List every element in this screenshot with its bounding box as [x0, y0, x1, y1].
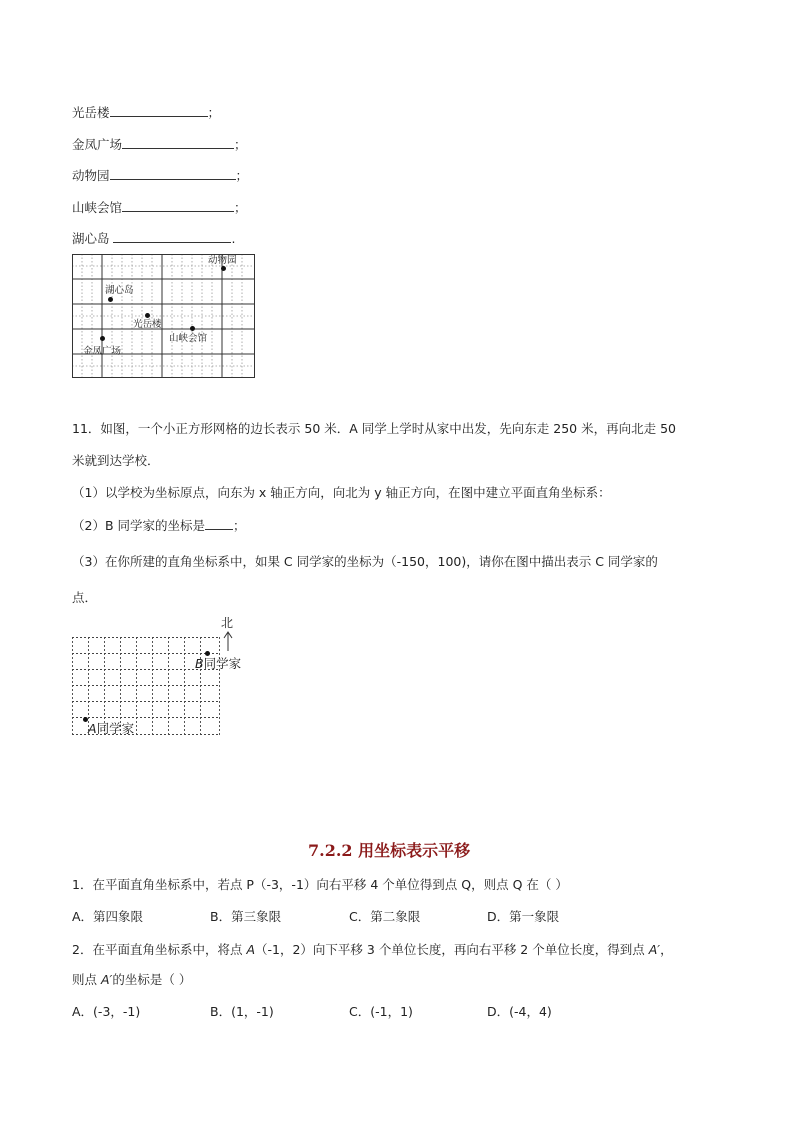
q2-option-a[interactable]: A．(-3，-1) [72, 1004, 141, 1019]
section-title: 7.2.2 用坐标表示平移 [308, 841, 471, 860]
fill-item-jinfeng [72, 136, 247, 153]
point-a-prime: A′ [100, 972, 113, 987]
q2-option-b[interactable]: B．(1，-1) [210, 1004, 274, 1019]
answer-blank[interactable] [205, 517, 233, 530]
north-arrow [224, 632, 232, 651]
b-letter: B [195, 656, 204, 671]
fill-item-dongwu [72, 167, 248, 184]
text: 2．在平面直角坐标系中，将点 [72, 942, 247, 957]
q1-option-b[interactable]: B．第三象限 [210, 909, 282, 924]
q1-option-a[interactable]: A．第四象限 [72, 909, 144, 924]
fill-label: 光岳楼 [72, 105, 110, 120]
q1-stem: 1．在平面直角坐标系中，若点 P（-3，-1）向右平移 4 个单位得到点 Q，则点 Q 在（ ） [72, 877, 568, 892]
q2-option-c[interactable]: C．(-1，1) [349, 1004, 413, 1019]
fill-item-shanxia [72, 199, 247, 216]
shanxia-label: 山峡会馆 [169, 333, 208, 344]
fill-label: 金凤广场 [72, 137, 123, 152]
point-a-prime: A′ [648, 942, 661, 957]
a-letter: A [88, 721, 97, 736]
q11-stem-2: 米就到达学校． [72, 453, 160, 468]
q11-part3-1: （3）在你所建的直角坐标系中，如果 C 同学家的坐标为（-150，100)，请你在图中描出表示 C 同学家的 [72, 554, 658, 569]
text: ， [660, 942, 673, 957]
punct: ； [234, 137, 247, 152]
q2-stem-1 [72, 942, 673, 958]
punct: . [231, 231, 236, 246]
north-label: 北 [221, 616, 234, 630]
map2-grid [72, 612, 272, 738]
b-home-label [195, 657, 241, 671]
text: 则点 [72, 972, 101, 987]
q11-part2-text: （2）B 同学家的坐标是 [72, 518, 206, 533]
q2-option-d[interactable]: D．(-4，4) [487, 1004, 552, 1019]
fill-label: 湖心岛 [72, 231, 114, 246]
b-text: 同学家 [203, 656, 242, 671]
q2-stem-2 [72, 972, 191, 988]
guangyue-label: 光岳楼 [133, 319, 162, 330]
fill-item-guangyue [72, 104, 220, 121]
map1-grid [72, 254, 255, 378]
answer-blank[interactable] [110, 104, 208, 117]
jinfeng-label: 金凤广场 [83, 346, 122, 357]
huxin-label: 湖心岛 [105, 285, 134, 296]
fill-label: 山峡会馆 [72, 200, 123, 215]
answer-blank[interactable] [110, 167, 236, 180]
dongwu-label: 动物园 [208, 255, 237, 266]
fill-item-huxin [72, 230, 235, 247]
punct: ； [235, 168, 249, 183]
q11-stem-1: 11．如图，一个小正方形网格的边长表示 50 米．A 同学上学时从家中出发，先向东走 250 米，再向北走 50 [72, 421, 676, 436]
shanxia-point [190, 326, 195, 331]
guangyue-point [145, 313, 150, 318]
text: （-1，2）向下平移 3 个单位长度，再向右平移 2 个单位长度，得到点 [255, 942, 649, 957]
map2-figure [72, 612, 272, 738]
text: 的坐标是（ ） [112, 972, 192, 987]
dongwu-point [221, 266, 226, 271]
q1-option-c[interactable]: C．第二象限 [349, 909, 421, 924]
q11-part3-2: 点． [72, 590, 98, 605]
q11-part2 [72, 517, 246, 534]
q1-option-d[interactable]: D．第一象限 [487, 909, 560, 924]
jinfeng-point [100, 336, 105, 341]
punct: ； [234, 200, 247, 215]
fill-label: 动物园 [72, 168, 110, 183]
a-home-label [88, 722, 134, 736]
a-text: 同学家 [96, 721, 135, 736]
answer-blank[interactable] [122, 199, 234, 212]
point-a: A [246, 942, 255, 957]
q11-part1: （1）以学校为坐标原点，向东为 x 轴正方向，向北为 y 轴正方向，在图中建立平面直角坐标系： [72, 485, 611, 500]
answer-blank[interactable] [113, 230, 231, 243]
punct: ； [233, 518, 246, 533]
punct: ； [207, 105, 221, 120]
answer-blank[interactable] [122, 136, 234, 149]
huxin-point [108, 297, 113, 302]
map1-figure [72, 254, 255, 378]
